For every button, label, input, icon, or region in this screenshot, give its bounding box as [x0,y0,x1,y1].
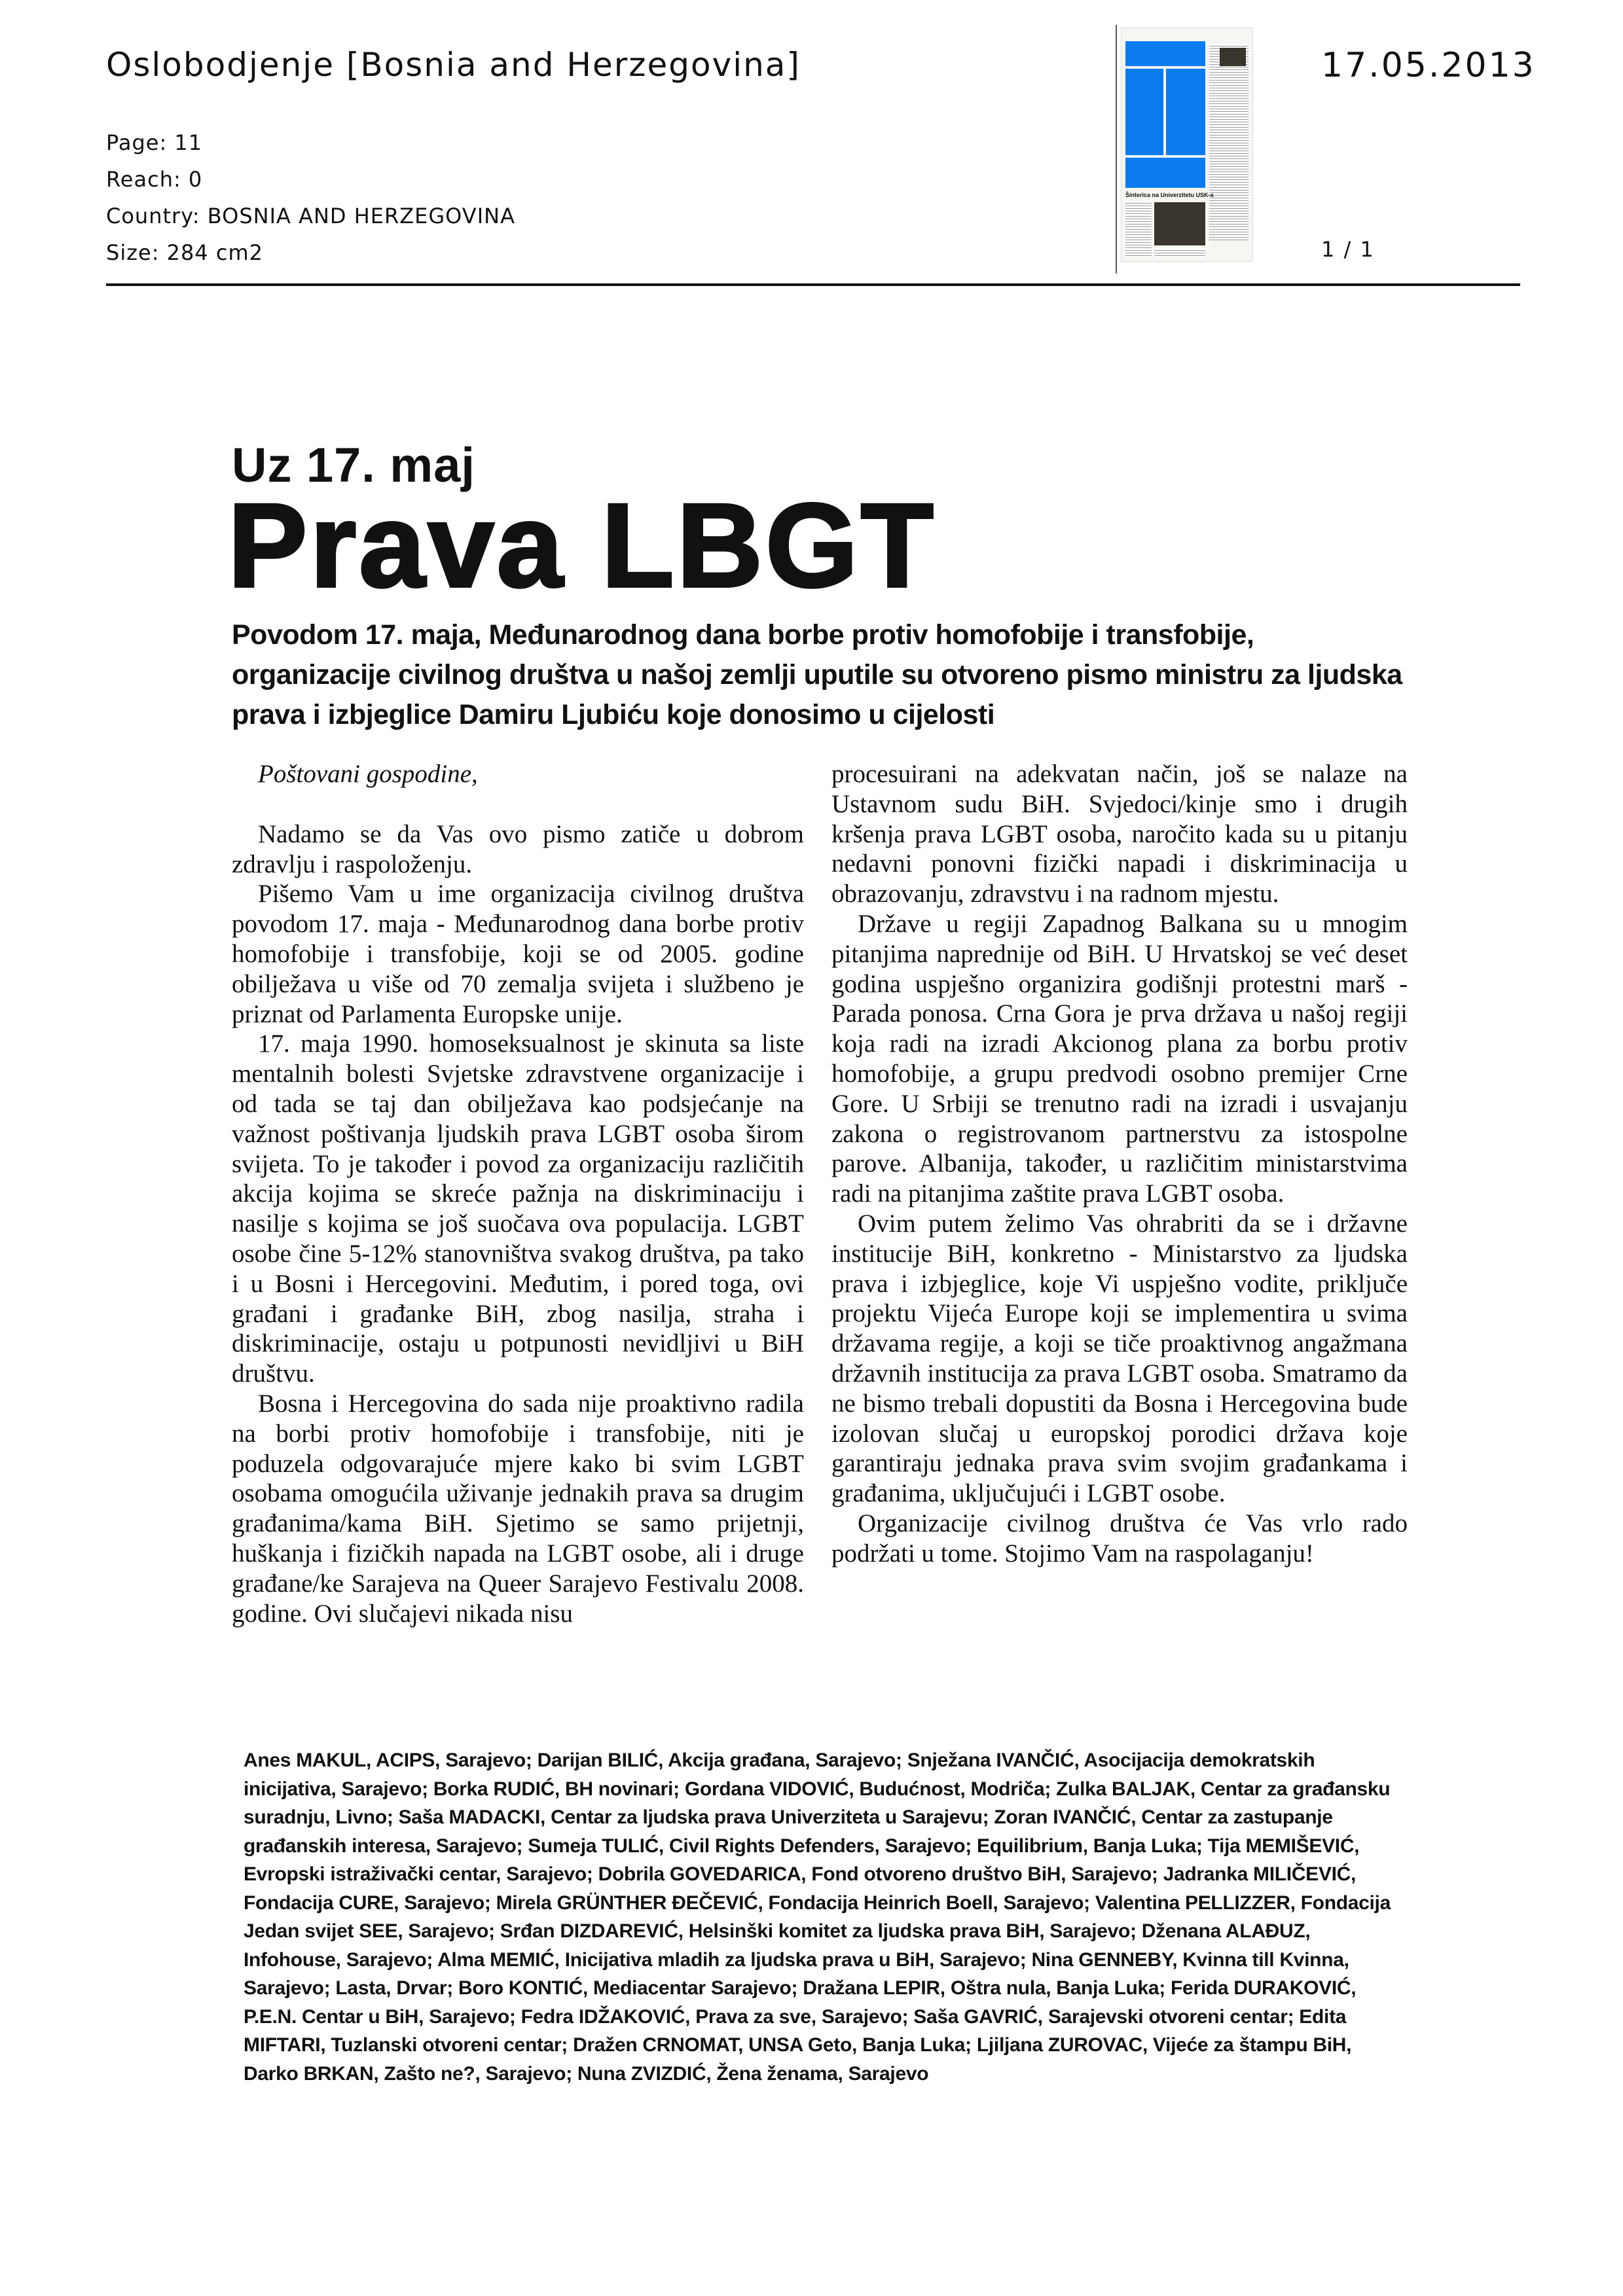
thumbnail-headline: Šinterica na Univerzitetu USK-a [1125,192,1214,198]
article-title: Prava LBGT [228,478,936,612]
paragraph: Nadamo se da Vas ovo pismo zatiče u dobrom zdravlju i raspoloženju. [232,819,804,878]
paragraph: procesuirani na adekvatan način, još se nalaze na Ustavnom sudu BiH. Svjedoci/kinje smo i drugih kršenja prava LGBT osoba, naročito kada su u pitanju nedavni ponovni fizički napadi i diskriminacija u obrazovanju, zdravstvu i na radnom mjestu. [831,760,1408,908]
meta-page: Page: 11 [106,130,203,155]
signatories-list: Anes MAKUL, ACIPS, Sarajevo; Darijan BILIĆ, Akcija građana, Sarajevo; Snježana IVANČIĆ, Asocijacija demokratskih inicijativa, Sarajevo; Borka RUDIĆ, BH novinari; Gordana VIDOVIĆ, Budućnost, Modriča; Zulka BALJAK, Centar za građansku suradnju, Livno; Saša MADACKI, Centar za ljudska prava Univerziteta u Sarajevu; Zoran IVANČIĆ, Centar za zastupanje građanskih interesa, Sarajevo; Sumeja TULIĆ, Civil Rights Defenders, Sarajevo; Equilibrium, Banja Luka; Tija MEMIŠEVIĆ, Evropski istraživački centar, Sarajevo; Dobrila GOVEDARICA, Fond otvoreno društvo BiH, Sarajevo; Jadranka MILIČEVIĆ, Fondacija CURE, Sarajevo; Mirela GRÜNTHER ĐEČEVIĆ, Fondacija Heinrich Boell, Sarajevo; Valentina PELLIZZER, Fondacija Jedan svijet SEE, Sarajevo; Srđan DIZDAREVIĆ, Helsinški komitet za ljudska prava BiH, Sarajevo; Dženana ALAĐUZ, Infohouse, Sarajevo; Alma MEMIĆ, Inicijativa mladih za ljudska prava u BiH, Sarajevo; Nina GENNEBY, Kvinna till Kvinna, Sarajevo; Lasta, Drvar; Boro KONTIĆ, Mediacentar Sarajevo; Dražana LEPIR, Oštra nula, Banja Luka; Ferida DURAKOVIĆ, P.E.N. Centar u BiH, Sarajevo; Fedra IDŽAKOVIĆ, Prava za sve, Sarajevo; Saša GAVRIĆ, Sarajevski otvoreni centar; Edita MIFTARI, Tuzlanski otvoreni centar; Dražen CRNOMAT, UNSA Geto, Banja Luka; Ljiljana ZUROVAC, Vijeće za štampu BiH, Darko BRKAN, Zašto ne?, Sarajevo; Nuna ZVIZDIĆ, Žena ženama, Sarajevo [244,1749,1391,2085]
paragraph: Pišemo Vam u ime organizacija civilnog društva povodom 17. maja - Međunarodnog dana borbe protiv homofobije i transfobije, koji se od 2005. godine obilježava u više od 70 zemalja svijeta i službeno je priznat od Parlamenta Europske unije. [232,880,804,1028]
paragraph: Bosna i Hercegovina do sada nije proaktivno radila na borbi protiv homofobije i transfobije, niti je poduzela odgovarajuće mjere kako bi svim LGBT osobama omogućila uživanje jednakih prava sa drugim građanima/kama BiH. Sjetimo se samo prijetnji, huškanja i fizičkih napada na LGBT osobe, ali i druge građane/ke Sarajeva na Queer Sarajevo Festivalu 2008. godine. Ovi slučajevi nikada nisu [232,1389,804,1628]
meta-size: Size: 284 cm2 [106,240,264,265]
meta-country: Country: BOSNIA AND HERZEGOVINA [106,204,515,228]
thumbnail-page-image [1121,27,1253,262]
article-column-right [831,759,1408,1569]
paragraph: Organizacije civilnog društva će Vas vrlo rado podržati u tome. Stojimo Vam na raspolaganju! [831,1509,1408,1568]
publication-date: 17.05.2013 [1321,46,1536,85]
article-lead: Povodom 17. maja, Međunarodnog dana borbe protiv homofobije i transfobije, organizacije civilnog društva u našoj zemlji uputile su otvoreno pismo ministru za ljudska prava i izbjeglice Damiru Ljubiću koje donosimo u cijelosti [232,619,1402,730]
article-column-left [232,759,804,1628]
meta-reach: Reach: 0 [106,167,203,192]
paragraph: Države u regiji Zapadnog Balkana su u mnogim pitanjima naprednije od BiH. U Hrvatskoj se već deset godina uspješno organizira godišnji protestni marš - Parada ponosa. Crna Gora je prva država u našoj regiji koja radi na izradi Akcionog plana za borbu protiv homofobije, a grupu predvodi osobno premijer Crne Gore. U Srbiji se trenutno radi na izradi i usvajanju zakona o registrovanom partnerstvu za istospolne parove. Albanija, također, u različitim ministarstvima radi na pitanjima zaštite prava LGBT osoba. [831,909,1408,1208]
paragraph: 17. maja 1990. homoseksualnost je skinuta sa liste mentalnih bolesti Svjetske zdravstvene organizacije i od tada se taj dan obilježava kao podsjećanje na važnost poštivanja ljudskih prava LGBT osoba širom svijeta. To je također i povod za organizaciju različitih akcija kojima se skreće pažnja na diskriminaciju i nasilje s kojima se još suočava ova populacija. LGBT osobe čine 5-12% stanovništva svakog društva, pa tako i u Bosni i Hercegovini. Međutim, i pored toga, ovi građani i građanke BiH, zbog nasilja, straha i diskriminacije, ostaju u potpunosti nevidljivi u BiH društvu. [232,1030,804,1388]
publication-name: Oslobodjenje [Bosnia and Herzegovina] [106,46,801,84]
page-counter: 1 / 1 [1321,237,1375,262]
salutation: Poštovani gospodine, [258,760,478,788]
page-thumbnail[interactable] [1116,25,1294,274]
clipping-metadata [106,124,515,271]
header-divider [106,283,1520,286]
article-kicker: Uz 17. maj [232,438,475,492]
paragraph: Ovim putem želimo Vas ohrabriti da se i državne institucije BiH, konkretno - Ministarstvo za ljudska prava i izbjeglice, koje Vi uspješno vodite, priključe projektu Vijeća Europe koji se implementira u svima državama regije, a koji se tiče proaktivnog angažmana državnih institucija za prava LGBT osoba. Smatramo da ne bismo trebali dopustiti da Bosna i Hercegovina bude izolovan slučaj u europskoj porodici država koje garantiraju jednaka prava svim svojim građankama i građanima, uključujući i LGBT osobe. [831,1209,1408,1508]
